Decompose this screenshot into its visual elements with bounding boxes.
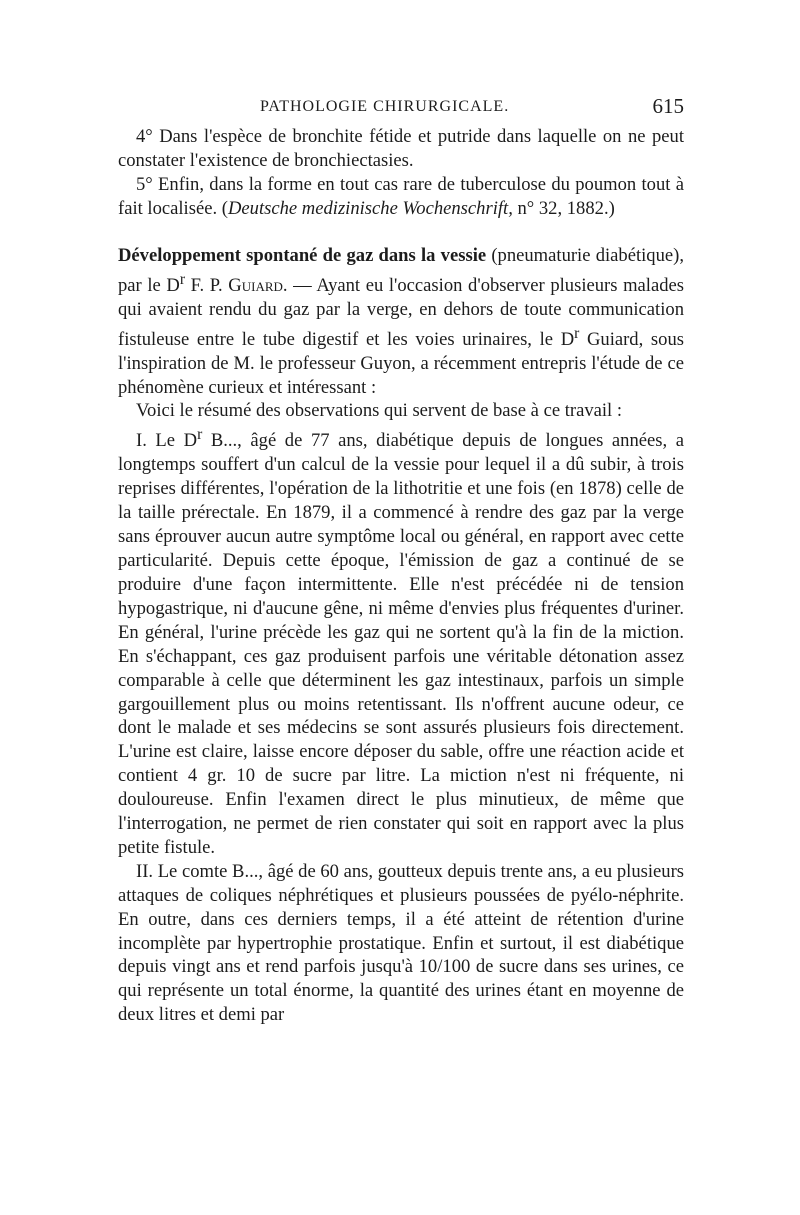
case-two: II. Le comte B..., âgé de 60 ans, goutteux depuis trente ans, a eu plusieurs attaques de coliques néphrétiques et plusieurs poussées de pyélo-néphrite. En outre, dans ces derniers temps, il a été atteint de rétention d'urine incomplète par hypertrophie prostatique. Enfin et surtout, il est diabétique depuis vingt ans et rend parfois jusqu'à 10/100 de sucre dans ses urines, ce qui représente un total énorme, la quantité des urines étant en moyenne de deux litres et demi par xyxy=(118,860,684,1026)
body-text xyxy=(118,125,684,1027)
page-number: 615 xyxy=(652,94,684,118)
paragraph-bronchitis: 4° Dans l'espèce de bronchite fétide et putride dans laquelle on ne peut constater l'existence de bronchiectasies. xyxy=(118,126,684,171)
section-pneumaturia xyxy=(118,244,684,400)
reference-tail: n° 32, 1882.) xyxy=(512,197,615,219)
section-text-d: Guiard, sous l'inspiration de M. le professeur Guyon, a récemment entrepris l'étude de ce phénomène curieux et intéressant : xyxy=(118,328,684,398)
tuberculosis-text: 5° Enfin, dans la forme en tout cas rare de tuberculose du poumon tout à fait localisée. xyxy=(118,173,684,219)
case-one xyxy=(118,423,684,860)
page-header xyxy=(118,94,684,124)
section-text-a: (pneumaturie diabétique), par le D xyxy=(118,244,684,296)
author-name: Guiard xyxy=(228,274,283,296)
reference-open: ( xyxy=(217,197,228,219)
paragraph-tuberculosis xyxy=(118,173,684,221)
section-text-b: F. P. xyxy=(185,274,229,296)
superscript-r: r xyxy=(179,270,185,288)
case-one-start: I. Le D xyxy=(136,430,198,452)
section-title: Développement spontané de gaz dans la vessie xyxy=(118,244,487,266)
case-one-superscript: r xyxy=(197,426,203,444)
paragraph-summary-intro: Voici le résumé des observations qui servent de base à ce travail : xyxy=(136,400,623,422)
section-text-c: . — Ayant eu l'occasion d'observer plusieurs malades qui avaient rendu du gaz par la verge, en dehors de toute communication fistuleuse entre le tube digestif et les voies urinaires, le D xyxy=(118,274,685,350)
superscript-r-2: r xyxy=(574,324,580,342)
case-one-text: B..., âgé de 77 ans, diabétique depuis de longues années, a longtemps souffert d'un calcul de la vessie pour lequel il a dû subir, à trois reprises différentes, l'opération de la lithotritie et une fois (en 1878) celle de la taille prérectale. En 1879, il a commencé à rendre des gaz par la verge sans éprouver aucun autre symptôme local ou général, en rapport avec cette particularité. Depuis cette époque, l'émission de gaz a continué de se produire d'une façon intermittente. Elle n'est précédée ni de tension hypogastrique, ni d'aucune gêne, ni même d'envies plus fréquentes d'uriner. En général, l'urine précède les gaz qui ne sortent qu'à la fin de la miction. En s'échappant, ces gaz produisent parfois une véritable détonation assez comparable à celle que déterminent les gaz intestinaux, parfois un simple gargouillement plus ou moins retentissant. Ils n'offrent aucune odeur, ce dont le malade et ses médecins se sont assurés plusieurs fois directement. L'urine est claire, laisse encore déposer du sable, offre une réaction acide et contient 4 gr. 10 de sucre par litre. La miction n'est ni fréquente, ni douloureuse. Enfin l'examen direct le plus minutieux, de même que l'interrogation, ne permet de rien constater qui soit en rapport avec la plus petite fistule. xyxy=(118,430,684,858)
running-title: PATHOLOGIE CHIRURGICALE. xyxy=(260,98,510,115)
journal-title: Deutsche medizinische Wochenschrift, xyxy=(227,197,513,219)
